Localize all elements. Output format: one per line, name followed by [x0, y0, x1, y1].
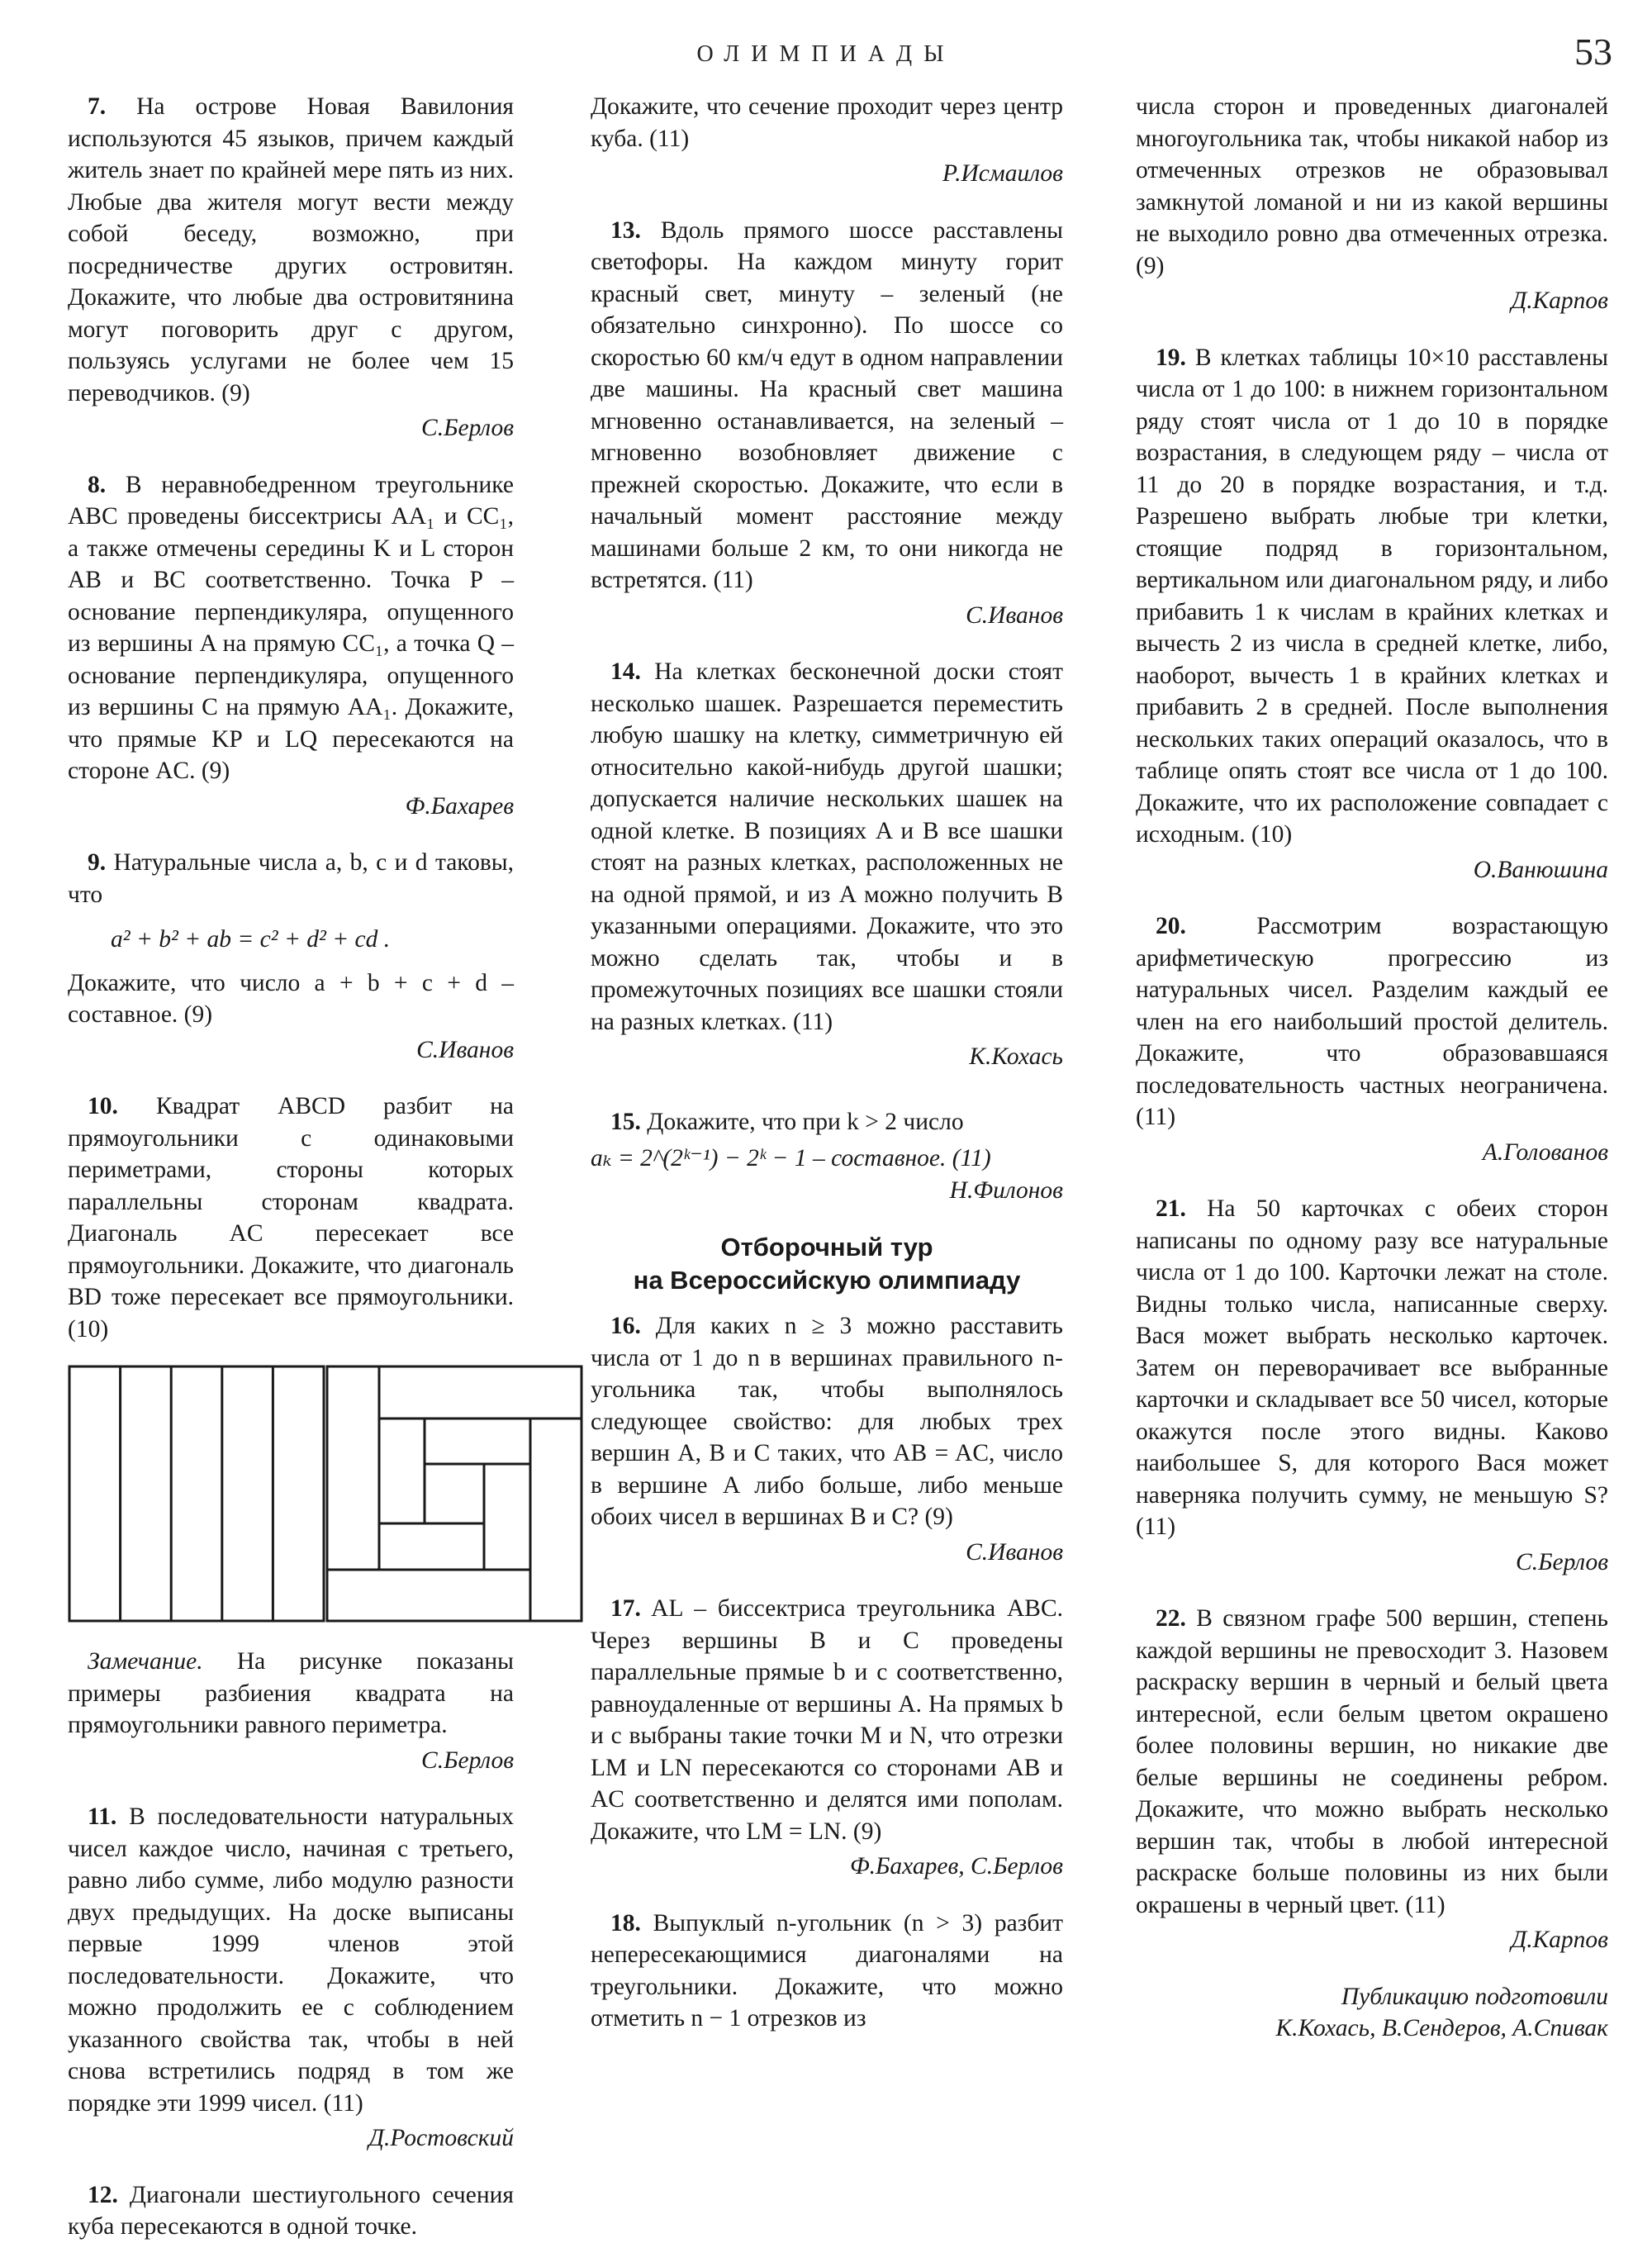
problem-21-author: С.Берлов	[1516, 1548, 1608, 1575]
problem-15-author: Н.Филонов	[949, 1176, 1063, 1204]
problem-14-author: К.Кохась	[969, 1043, 1063, 1070]
column-1	[68, 91, 514, 2243]
problem-9-author: С.Иванов	[416, 1036, 514, 1063]
column-3	[1136, 91, 1608, 2045]
problem-19: 19. В клетках таблицы 10×10 расставлены числа от 1 до 100: в нижнем горизонтальном ряду стоят числа от 1 до 10 в порядке возрастания, в следующем ряду – числа от 11 до 20 в порядке возрастания, и т.д. Разрешено выбрать любые три клетки, стоящие подряд в горизонтальном, вертикальном или диагональном ряду, и либо прибавить 1 к числам в крайних клетках и вычесть 2 из числа в средней клетке, либо, наоборот, вычесть 1 в крайних клетках и прибавить 2 в средней. После выполнения нескольких таких операций оказалось, что в таблице опять стоят все числа от 1 до 100. Докажите, что их расположение совпадает с исходным. (10)	[1136, 344, 1609, 848]
running-header: ОЛИМПИАДЫ	[696, 41, 956, 67]
problem-10: 10. Квадрат ABCD разбит на прямоугольники с одинаковыми периметрами, стороны которых параллельны сторонам квадрата. Диагональ AC пересекает все прямоугольники. Докажите, что диагональ BD тоже пересекает все прямоугольники. (10)	[68, 1093, 514, 1342]
problem-12-continuation: Докажите, что сечение проходит через центр куба. (11)	[591, 93, 1063, 152]
problem-8-author: Ф.Бахарев	[405, 792, 514, 820]
problem-18-continuation: числа сторон и проведенных диагоналей многоугольника так, чтобы никакой набор из отмеченных отрезков не образовывал замкнутой ломаной и ни из какой вершины не выходило ровно два отмеченных отрезка. (9)	[1136, 93, 1608, 279]
problem-15: 15. Докажите, что при k > 2 число	[610, 1108, 964, 1135]
problem-18: 18. Выпуклый n-угольник (n > 3) разбит непересекающимися диагоналями на треугольники. Докажите, что можно отметить n − 1 отрезков из	[591, 1909, 1064, 2032]
figure-note-author: С.Берлов	[421, 1746, 514, 1774]
figure-pinwheel	[325, 1365, 583, 1623]
problem-9-formula: a² + b² + ab = c² + d² + cd .	[111, 926, 391, 953]
problem-17: 17. AL – биссектриса треугольника ABC. Через вершины B и C проведены параллельные прямые b и c соответственно, равноудаленные от вершины A. На прямых b и c выбраны такие точки M и N, что отрезки LM и LN пересекаются со сторонами AB и AC соответственно и делятся ими пополам. Докажите, что LM = LN. (9)	[591, 1595, 1063, 1845]
publication-credits: Публикацию подготовили К.Кохась, В.Сендеров, А.Спивак	[1275, 1983, 1608, 2041]
problem-19-author: О.Ванюшина	[1473, 856, 1608, 883]
partition-figures	[68, 1365, 514, 1623]
problem-18-author: Д.Карпов	[1511, 288, 1608, 314]
figure-vertical-strips	[68, 1365, 325, 1623]
problem-16-author: С.Иванов	[966, 1538, 1063, 1566]
figure-note: Замечание. На рисунке показаны примеры разбиения квадрата на прямоугольники равного периметра.	[68, 1648, 514, 1738]
problem-21: 21. На 50 карточках с обеих сторон написаны по одному разу все натуральные числа от 1 до 100. Карточки лежат на столе. Видны только числа, написанные сверху. Вася может выбрать несколько карточек. Затем он переворачивает все выбранные карточки и складывает все 50 чисел, которые окажутся после этого видны. Каково наибольшее S, для которого Вася может наверняка получить сумму, не меньшую S? (11)	[1136, 1195, 1608, 1540]
column-2	[591, 91, 1063, 2035]
problem-9: 9. Натуральные числа a, b, c и d таковы, что	[68, 849, 514, 908]
section-heading: Отборочный тур на Всероссийскую олимпиаду	[633, 1233, 1021, 1295]
problem-17-author: Ф.Бахарев, С.Берлов	[849, 1853, 1063, 1879]
problem-22: 22. В связном графе 500 вершин, степень каждой вершины не превосходит 3. Назовем раскраску вершин в черный и белый цвета интересной, если белым цветом окрашено более половины вершин, но никакие две белые вершины не соединены ребром. Докажите, что можно выбрать несколько вершин так, чтобы в любой интересной раскраске больше половины из них были окрашены в черный цвет. (11)	[1136, 1605, 1609, 1918]
problem-13-author: С.Иванов	[966, 601, 1063, 629]
problem-14: 14. На клетках бесконечной доски стоят несколько шашек. Разрешается переместить любую шашку на клетку, симметричную ей относительно какой-нибудь другой шашки; допускается наличие нескольких шашек на одной клетке. В позициях A и B все шашки стоят на разных клетках, расположенных не на одной прямой, и из A можно получить B указанными операциями. Докажите, что это можно сделать так, чтобы и в промежуточных позициях все шашки стояли на разных клетках. (11)	[591, 658, 1063, 1035]
problem-16: 16. Для каких n ≥ 3 можно расставить числа от 1 до n в вершинах правильного n-угольника так, чтобы выполнялось следующее свойство: для любых трех вершин A, B и C таких, что AB = AC, число в вершине A либо больше, либо меньше обоих чисел в вершинах B и C? (9)	[591, 1313, 1063, 1530]
problem-15-formula: aₖ = 2^(2ᵏ⁻¹) − 2ᵏ − 1 – составное. (11)	[591, 1145, 991, 1171]
problem-7-author: С.Берлов	[421, 415, 514, 441]
problem-8: 8. В неравнобедренном треугольнике ABC проведены биссектрисы AA₁ и CC₁, а также отмечены середины K и L сторон AB и BC соответственно. Точка P – основание перпендикуляра, опущенного из вершины A на прямую CC₁, а точка Q – основание перпендикуляра, опущенного из вершины C на прямую AA₁. Докажите, что прямые KP и LQ пересекаются на стороне AC. (9)	[68, 471, 514, 784]
problem-7: 7. На острове Новая Вавилония используются 45 языков, причем каждый житель знает по крайней мере пять из них. Любые два жителя могут вести между собой беседу, возможно, при посредничестве других островитян. Докажите, что любые два островитянина могут поговорить друг с другом, пользуясь услугами не более чем 15 переводчиков. (9)	[68, 93, 514, 406]
page-number: 53	[1574, 31, 1612, 73]
problem-11-author: Д.Ростовский	[368, 2125, 514, 2151]
problem-11: 11. В последовательности натуральных чисел каждое число, начиная с третьего, равно либо сумме, либо модулю разности двух предыдущих. На доске выписаны первые 1999 членов этой последовательности. Докажите, что можно продолжить ее с соблюдением указанного свойства так, чтобы в ней снова встретились подряд в том же порядке эти 1999 чисел. (11)	[68, 1803, 514, 2117]
problem-12: 12. Диагонали шестиугольного сечения куба пересекаются в одной точке.	[68, 2181, 514, 2240]
problem-20: 20. Рассмотрим возрастающую арифметическую прогрессию из натуральных чисел. Разделим каждый ее член на его наибольший простой делитель. Докажите, что образовавшаяся последовательность частных неограничена. (11)	[1136, 913, 1608, 1130]
problem-22-author: Д.Карпов	[1511, 1927, 1608, 1953]
problem-20-author: А.Голованов	[1482, 1138, 1608, 1166]
problem-12-author: Р.Исмаилов	[942, 160, 1063, 187]
problem-9-continuation: Докажите, что число a + b + c + d – составное. (9)	[68, 969, 514, 1028]
problem-13: 13. Вдоль прямого шоссе расставлены светофоры. На каждом минуту горит красный свет, минуту – зеленый (не обязательно синхронно). По шоссе со скоростью 60 км/ч едут в одном направлении две машины. На красный свет машина мгновенно останавливается, на зеленый – мгновенно возобновляет движение с прежней скоростью. Докажите, что если в начальный момент расстояние между машинами больше 2 км, то они никогда не встретятся. (11)	[591, 216, 1063, 593]
